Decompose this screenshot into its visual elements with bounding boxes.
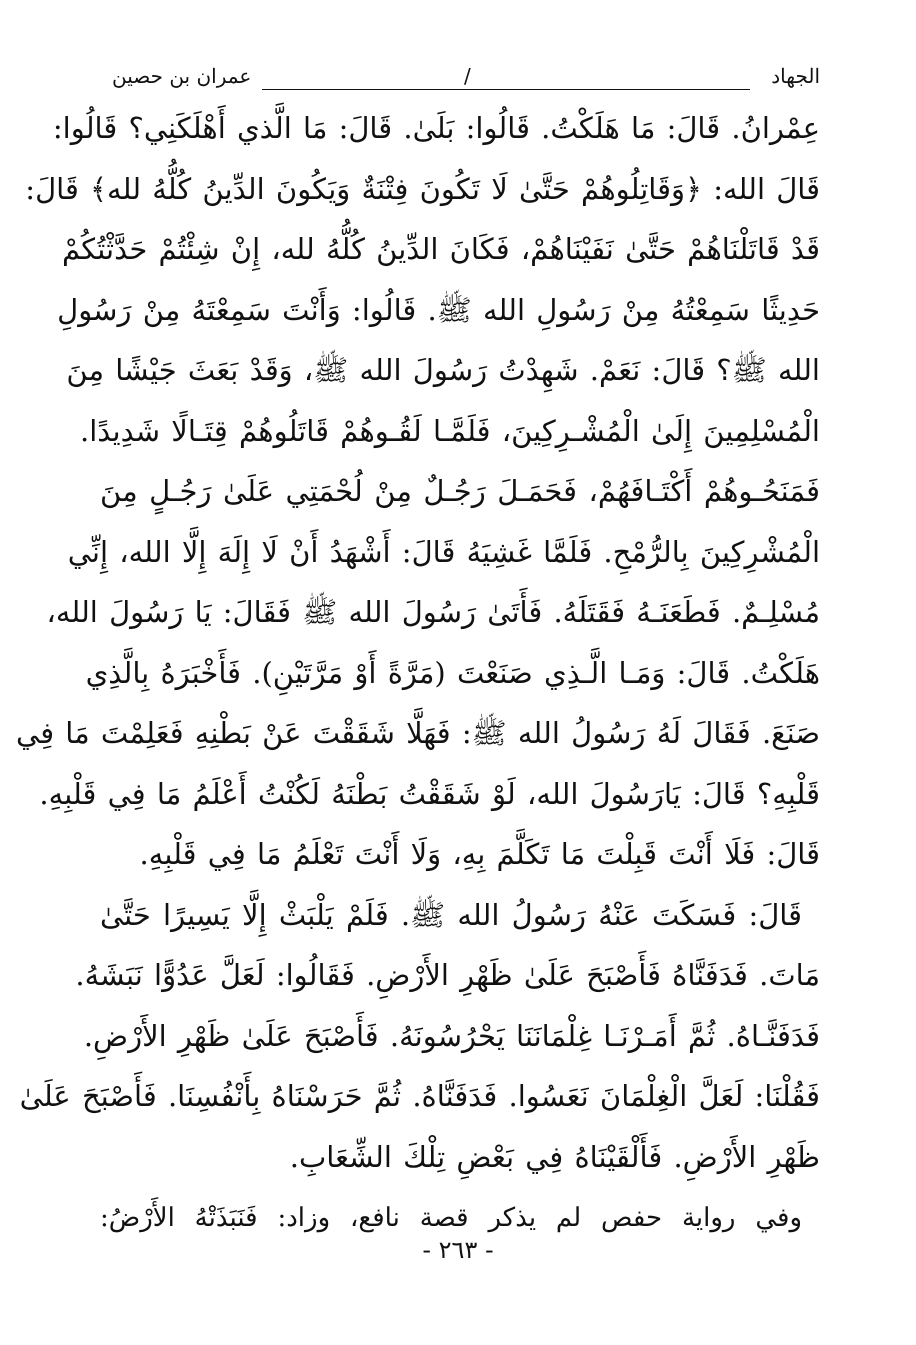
text-line: فَدَفَنَّـاهُ. ثُمَّ أَمَـرْنَـا غِلْمَانَنَا يَحْرُسُونَهُ. فَأَصْبَحَ عَلَىٰ ظَهْرِ الأَرْضِ.: [83, 1018, 820, 1053]
header-rule: [262, 89, 750, 90]
running-header: [102, 62, 820, 102]
body-text: [16, 98, 820, 1247]
text-line: مُسْلِـمٌ. فَطَعَنَـهُ فَقَتَلَهُ. فَأَتَىٰ رَسُولَ الله ﷺ فَقَالَ: يَا رَسُولَ الله،: [46, 595, 820, 629]
text-line: حَدِيثًا سَمِعْتُهُ مِنْ رَسُولِ الله ﷺ. قَالُوا: وَأَنْتَ سَمِعْتَهُ مِنْ رَسُولِ: [57, 292, 820, 327]
text-line: عِمْرانُ. قَالَ: مَا هَلَكْتُ. قَالُوا: بَلَىٰ. قَالَ: مَا الَّذي أَهْلَكَنِي؟ قَالُوا:: [52, 111, 820, 145]
text-line: الْمُشْرِكِينَ بِالرُّمْحِ. فَلَمَّا غَشِيَهُ قَالَ: أَشْهَدُ أَنْ لَا إِلَهَ إِلَّا الله، إِنِّي: [67, 534, 820, 569]
header-chapter-title: عمران بن حصين: [112, 64, 252, 88]
header-section-title: الجهاد: [771, 64, 820, 88]
text-line: فَمَنَحُـوهُمْ أَكْتَـافَهُمْ، فَحَمَـلَ رَجُـلٌ مِنْ لُحْمَتِي عَلَىٰ رَجُـلٍ مِنَ: [100, 474, 820, 508]
text-line: فَقُلْنَا: لَعَلَّ الْغِلْمَانَ نَعَسُوا. فَدَفَنَّاهُ. ثُمَّ حَرَسْنَاهُ بِأَنْفُسِنَا. فَأَصْبَحَ عَلَىٰ: [19, 1079, 820, 1113]
text-line: قَدْ قَاتَلْنَاهُمْ حَتَّىٰ نَفَيْنَاهُمْ، فَكَانَ الدِّينُ كُلُّهُ لله، إِنْ شِئْتُمْ حَدَّثْتُكُمْ: [61, 232, 820, 266]
text-line: الْمُسْلِمِينَ إِلَىٰ الْمُشْـرِكِينَ، فَلَمَّـا لَقُـوهُمْ قَاتَلُوهُمْ قِتَـالًا شَدِيدًا.: [80, 413, 820, 448]
text-line: قَالَ: فَسَكَتَ عَنْهُ رَسُولُ الله ﷺ. فَلَمْ يَلْبَثْ إِلَّا يَسِيرًا حَتَّىٰ: [100, 897, 802, 932]
text-line: صَنَعَ. فَقَالَ لَهُ رَسُولُ الله ﷺ: فَهَلَّا شَقَقْتَ عَنْ بَطْنِهِ فَعَلِمْتَ مَا فِي: [16, 716, 820, 750]
narration-note: وفي رواية حفص لم يذكر قصة نافع، وزاد: فَنَبَذَتْهُ الأَرْضُ:: [100, 1203, 802, 1233]
text-line: قَالَ: فَلَا أَنْتَ قَبِلْتَ مَا تَكَلَّمَ بِهِ، وَلَا أَنْتَ تَعْلَمُ مَا فِي قَلْبِهِ.: [139, 837, 820, 871]
text-line: قَلْبِهِ؟ قَالَ: يَارَسُولَ الله، لَوْ شَقَقْتُ بَطْنَهُ لَكُنْتُ أَعْلَمُ مَا فِي قَلْبِهِ.: [39, 776, 820, 811]
text-line: ظَهْرِ الأَرْضِ. فَأَلْقَيْنَاهُ فِي بَعْضِ تِلْكَ الشِّعَابِ.: [289, 1139, 820, 1174]
text-line: مَاتَ. فَدَفَنَّاهُ فَأَصْبَحَ عَلَىٰ ظَهْرِ الأَرْضِ. فَقَالُوا: لَعَلَّ عَدُوًّا نَبَشَهُ.: [75, 958, 820, 992]
text-line: قَالَ الله: ﴿وَقَاتِلُوهُمْ حَتَّىٰ لَا تَكُونَ فِتْنَةٌ وَيَكُونَ الدِّينُ كُلُّهُ لله﴾ قَالَ:: [25, 171, 820, 206]
header-mark: /: [464, 64, 471, 88]
text-line: هَلَكْتُ. قَالَ: وَمَـا الَّـذِي صَنَعْتَ (مَرَّةً أَوْ مَرَّتَيْنِ). فَأَخْبَرَهُ بِالَّذِي: [85, 655, 820, 690]
page-number: - ٢٦٣ -: [422, 1236, 494, 1264]
text-line: الله ﷺ؟ قَالَ: نَعَمْ. شَهِدْتُ رَسُولَ الله ﷺ، وَقَدْ بَعَثَ جَيْشًا مِنَ: [66, 353, 820, 387]
